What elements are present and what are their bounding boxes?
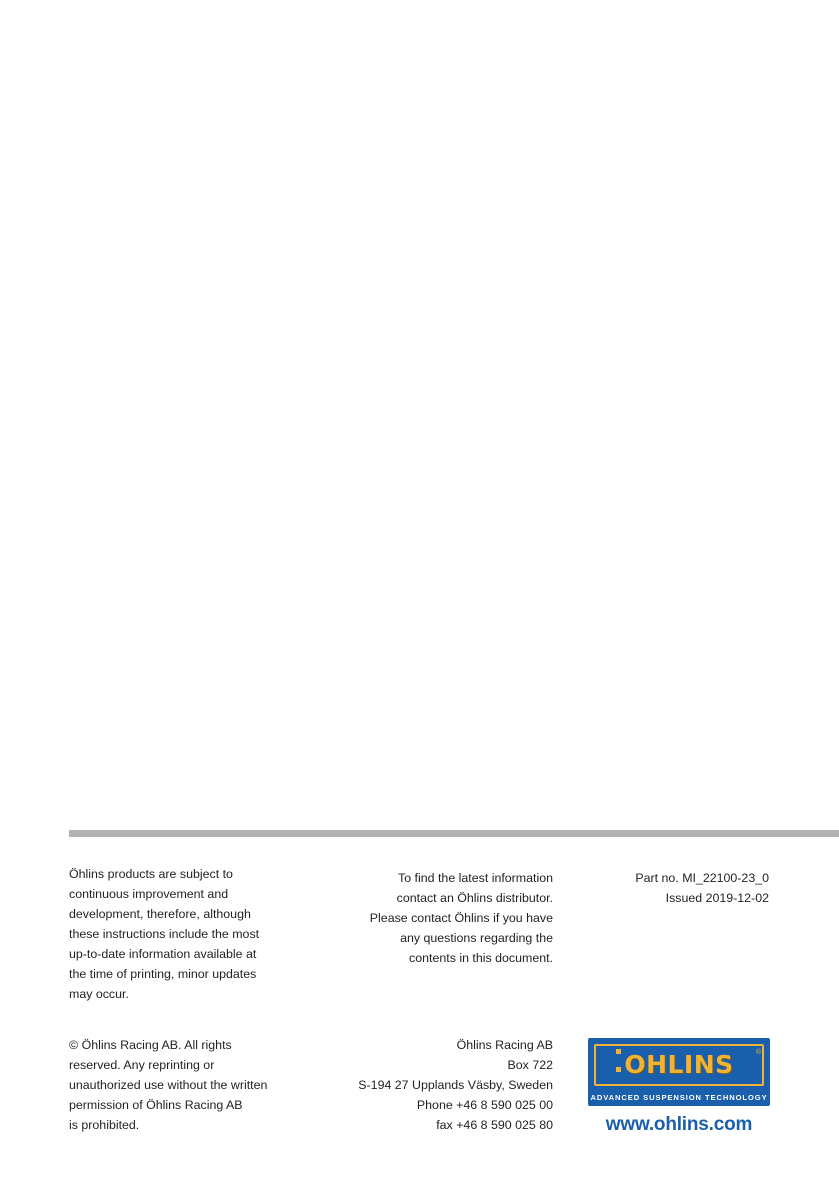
contact-note-line: To find the latest information [398,871,553,885]
logo-tagline: ADVANCED SUSPENSION TECHNOLOGY [590,1093,768,1102]
contact-note-line: any questions regarding the [400,931,553,945]
copyright-line: reserved. Any reprinting or [69,1058,215,1072]
disclaimer-line: up-to-date information available at [69,947,257,961]
disclaimer-line: may occur. [69,987,129,1001]
product-disclaimer-text [69,864,301,1004]
footer-row-top [0,864,839,1034]
disclaimer-line: development, therefore, although [69,907,251,921]
contact-note-text [330,868,553,968]
address-line: Box 722 [507,1058,553,1072]
contact-note-line: Please contact Öhlins if you have [369,911,553,925]
ohlins-logo-block [588,1038,770,1135]
address-fax: fax +46 8 590 025 80 [436,1118,553,1132]
footer-divider-rule [69,830,839,837]
issued-date: Issued 2019-12-02 [665,891,769,905]
copyright-line: © Öhlins Racing AB. All rights [69,1038,232,1052]
copyright-line: unauthorized use without the written [69,1078,268,1092]
page-footer [0,830,839,1190]
disclaimer-line: these instructions include the most [69,927,260,941]
contact-note-line: contents in this document. [409,951,553,965]
disclaimer-line: Öhlins products are subject to [69,867,233,881]
company-address [330,1035,553,1135]
logo-wordmark: OHLINS [624,1050,734,1079]
umlaut-icon [616,1049,632,1055]
registered-trademark-icon: ® [755,1049,761,1056]
disclaimer-line: the time of printing, minor updates [69,967,257,981]
address-line: Öhlins Racing AB [456,1038,553,1052]
contact-note-line: contact an Öhlins distributor. [396,891,553,905]
copyright-line: is prohibited. [69,1118,140,1132]
address-phone: Phone +46 8 590 025 00 [416,1098,553,1112]
address-line: S-194 27 Upplands Väsby, Sweden [358,1078,553,1092]
disclaimer-line: continuous improvement and [69,887,229,901]
copyright-line: permission of Öhlins Racing AB [69,1098,243,1112]
copyright-text [69,1035,301,1135]
website-link[interactable]: www.ohlins.com [605,1114,753,1135]
part-number: Part no. MI_22100-23_0 [635,871,769,885]
ohlins-logo-icon [588,1038,770,1106]
document-info [585,868,769,908]
